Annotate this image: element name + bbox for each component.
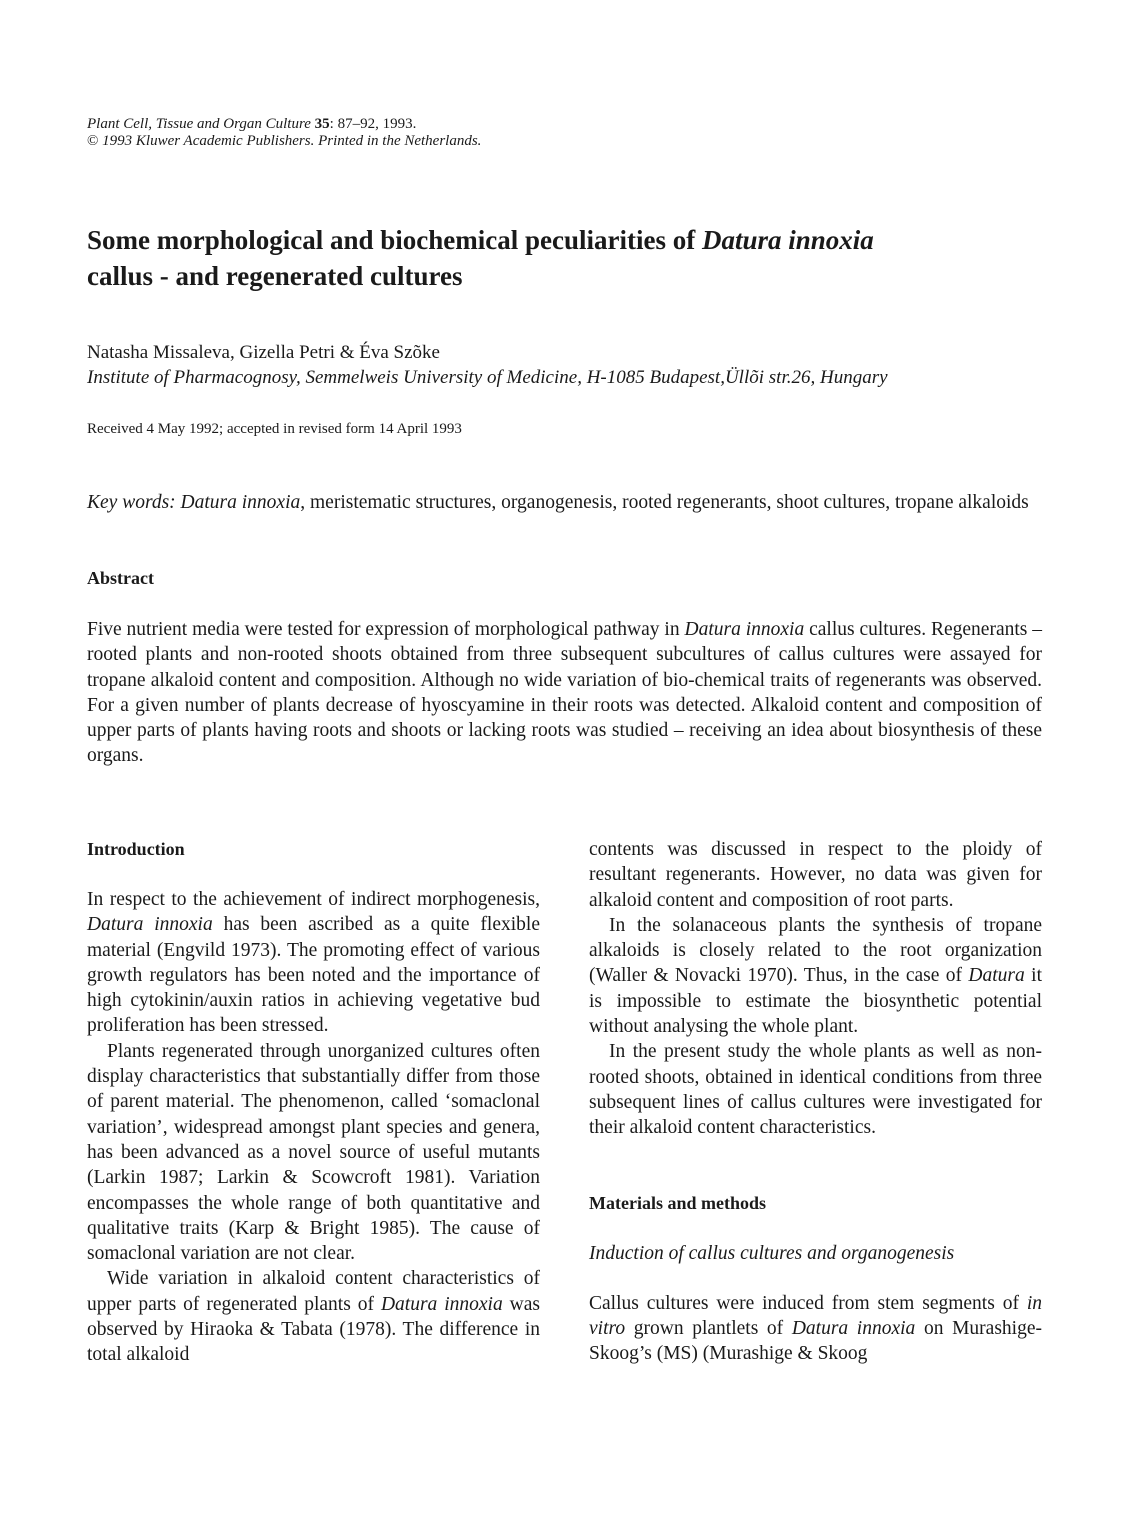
intro-p4-genus: Datura — [968, 965, 1025, 987]
intro-p4-text-b: it is impossible to estimate the biosynthetic potential without analysing the whole plant. — [589, 965, 1042, 1038]
methods-paragraph-1 — [589, 1291, 1042, 1367]
abstract-species: Datura innoxia — [684, 619, 805, 640]
copyright-symbol: © — [87, 133, 99, 149]
journal-copyright: 1993 Kluwer Academic Publishers. Printed in the Netherlands. — [98, 133, 482, 149]
right-column — [589, 837, 1042, 1367]
abstract-text-2: callus cultures. Regenerants – rooted plants and non-rooted shoots obtained from three subsequent subcultures of callus cultures were assayed for tropane alkaloid content and composition. Although no wide variation of bio-chemical traits of regenerants was observed. For a given number of plants decrease of hyoscyamine in their roots was detected. Alkaloid content and composition of upper parts of plants having roots and shoots or lacking roots was studied – receiving an idea about biosynthesis of these organs. — [87, 619, 1042, 767]
title-part-1: Some morphological and biochemical peculiarities of — [87, 225, 702, 255]
intro-p3-text-a: Wide variation in alkaloid content characteristics of upper parts of regenerated plants of — [87, 1268, 540, 1315]
paper-title — [87, 222, 1037, 294]
methods-heading: Materials and methods — [589, 1192, 766, 1213]
abstract-heading: Abstract — [87, 568, 154, 588]
methods-p1-text-c: on Murashige-Skoog’s (MS) (Murashige & Skoog — [589, 1318, 1042, 1365]
intro-p4-text-a: In the solanaceous plants the synthesis of tropane alkaloids is closely related to the root organization (Waller & Novacki 1970). Thus, in the case of — [589, 914, 1042, 987]
intro-paragraph-2: Plants regenerated through unorganized cultures often display characteristics that substantially differ from those of parent material. The phenomenon, called ‘somaclonal variation’, widespread amongst plant species and genera, has been advanced as a novel source of useful mutants (Larkin 1987; Larkin & Scowcroft 1981). Variation encompasses the whole range of both quantitative and qualitative traits (Karp & Bright 1985). The cause of somaclonal variation are not clear. — [87, 1040, 540, 1265]
journal-citation — [87, 116, 481, 150]
journal-copyright-line — [87, 133, 481, 150]
abstract-text-1: Five nutrient media were tested for expression of morphological pathway in — [87, 619, 685, 640]
abstract-body — [87, 617, 1042, 769]
intro-paragraph-3 — [87, 1266, 540, 1367]
intro-p3-text-b: was observed by Hiraoka & Tabata (1978). The difference in total alkaloid — [87, 1293, 540, 1366]
title-part-2: callus - and regenerated cultures — [87, 261, 463, 291]
intro-paragraph-4 — [589, 913, 1042, 1039]
keywords-rest: , meristematic structures, organogenesis, rooted regenerants, shoot cultures, tropane alkaloids — [300, 492, 1029, 513]
left-column — [87, 837, 540, 1368]
keywords-label: Key words: — [87, 492, 176, 513]
title-species: Datura innoxia — [701, 225, 874, 255]
intro-p1-text-a: In respect to the achievement of indirect morphogenesis, — [87, 889, 540, 910]
methods-subheading: Induction of callus cultures and organogenesis — [589, 1242, 955, 1264]
journal-volume: 35 — [314, 116, 330, 132]
received-dates: Received 4 May 1992; accepted in revised form 14 April 1993 — [87, 421, 462, 437]
methods-p1-text-a: Callus cultures were induced from stem segments of — [589, 1292, 1027, 1314]
methods-p1-text-b: grown plantlets of — [625, 1318, 792, 1340]
journal-pages: : 87–92, 1993. — [329, 116, 417, 132]
intro-paragraph-1 — [87, 887, 540, 1039]
keywords — [87, 490, 1042, 515]
journal-citation-line — [87, 116, 481, 133]
methods-p1-species: Datura innoxia — [791, 1318, 916, 1340]
author-list: Natasha Missaleva, Gizella Petri & Éva Szõke — [87, 342, 440, 363]
keywords-species: Datura innoxia — [180, 492, 301, 513]
intro-paragraph-5: In the present study the whole plants as well as non-rooted shoots, obtained in identical conditions from three subsequent lines of callus cultures were investigated for their alkaloid content characteristics. — [589, 1041, 1042, 1139]
intro-p1-text-b: has been ascribed as a quite flexible material (Engvild 1973). The promoting effect of various growth regulators has been noted and the importance of high cytokinin/auxin ratios in achieving vegetative bud proliferation has been stressed. — [87, 914, 540, 1037]
author-affiliation: Institute of Pharmacognosy, Semmelweis University of Medicine, H-1085 Budapest,Üllõi str.26, Hungary — [87, 367, 888, 388]
introduction-heading: Introduction — [87, 839, 185, 859]
journal-name: Plant Cell, Tissue and Organ Culture — [87, 116, 311, 132]
intro-p3-species: Datura innoxia — [380, 1293, 503, 1315]
intro-p1-species: Datura innoxia — [87, 914, 213, 936]
intro-paragraph-3-continued: contents was discussed in respect to the ploidy of resultant regenerants. However, no data was given for alkaloid content and composition of root parts. — [589, 839, 1042, 911]
methods-p1-invitro: in vitro — [589, 1292, 1042, 1340]
